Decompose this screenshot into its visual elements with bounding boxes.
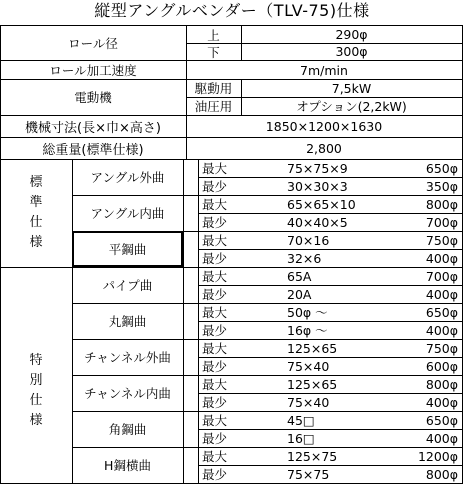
- motor-hydraulic-value: オプション(2,2kW): [296, 99, 407, 114]
- min-radius: 400φ: [425, 286, 458, 302]
- roll-upper-label: 上: [207, 27, 220, 43]
- dimensions-value: 1850×1200×1630: [265, 118, 383, 134]
- grid-line: [72, 339, 463, 340]
- motor-drive-label: 駆動用: [194, 81, 233, 96]
- grid-line: [0, 60, 463, 61]
- item-name: H鋼横曲: [104, 458, 151, 473]
- group-special-char: 別: [29, 372, 43, 388]
- max-label: 最大: [202, 197, 228, 212]
- item-name: チャンネル内曲: [84, 386, 171, 401]
- grid-line: [0, 137, 463, 138]
- min-size: 16φ ～: [287, 323, 328, 338]
- grid-line: [0, 25, 463, 26]
- grid-line: [0, 115, 463, 116]
- motor-label: 電動機: [74, 90, 112, 105]
- max-label: 最大: [202, 233, 228, 248]
- grid-line: [186, 43, 462, 44]
- group-special-char: 特: [29, 352, 43, 368]
- grid-line: [72, 267, 463, 268]
- motor-drive-value: 7,5kW: [331, 80, 372, 96]
- min-size: 30×30×3: [287, 178, 348, 194]
- min-label: 最少: [202, 251, 228, 266]
- grid-line: [198, 321, 462, 322]
- grid-line: [198, 465, 462, 466]
- min-radius: 400φ: [425, 430, 458, 446]
- min-radius: 400φ: [425, 394, 458, 410]
- max-size: 50φ ～: [287, 305, 328, 320]
- grid-line: [72, 411, 463, 412]
- group-standard-char: 仕: [29, 215, 43, 230]
- grid-line: [0, 267, 72, 268]
- max-radius: 750φ: [425, 232, 458, 248]
- grid-line: [72, 375, 463, 376]
- min-size: 75×40: [287, 394, 330, 410]
- group-special-label: [0, 267, 72, 484]
- grid-line: [186, 25, 187, 115]
- max-size: 45□: [287, 412, 315, 428]
- min-label: 最少: [202, 287, 228, 302]
- min-radius: 800φ: [425, 466, 458, 482]
- grid-line: [186, 115, 187, 159]
- max-size: 125×65: [287, 340, 338, 356]
- max-size: 65×65×10: [287, 196, 356, 212]
- max-label: 最大: [202, 269, 228, 284]
- roll-diameter-label: ロール径: [68, 36, 118, 51]
- max-radius: 650φ: [425, 412, 458, 428]
- grid-line: [198, 429, 462, 430]
- max-size: 125×65: [287, 376, 338, 392]
- max-label: 最大: [202, 161, 228, 176]
- max-radius: 650φ: [425, 160, 458, 176]
- max-radius: 700φ: [425, 268, 458, 284]
- grid-line: [198, 393, 462, 394]
- grid-line: [72, 195, 463, 196]
- grid-line: [72, 303, 463, 304]
- min-size: 40×40×5: [287, 214, 348, 230]
- max-radius: 800φ: [425, 196, 458, 212]
- grid-line: [198, 285, 462, 286]
- item-name: パイプ曲: [102, 278, 153, 293]
- weight-value: 2,800: [306, 140, 342, 156]
- grid-line: [198, 357, 462, 358]
- selection-handle[interactable]: [181, 265, 184, 268]
- max-label: 最大: [202, 413, 228, 428]
- grid-line: [198, 249, 462, 250]
- item-name: チャンネル外曲: [84, 350, 171, 365]
- group-standard-label: [0, 159, 72, 267]
- min-size: 20A: [287, 286, 312, 302]
- max-label: 最大: [202, 377, 228, 392]
- grid-line: [72, 159, 73, 484]
- page-title: 縦型アングルベンダー（TLV-75)仕様: [94, 1, 370, 20]
- max-size: 75×75×9: [287, 160, 348, 176]
- motor-hydraulic-label: 油圧用: [194, 99, 233, 114]
- group-special-char: 仕: [29, 392, 43, 408]
- item-name: 平鋼曲: [108, 242, 147, 257]
- min-label: 最少: [202, 179, 228, 194]
- roll-lower-value: 300φ: [335, 44, 368, 59]
- min-label: 最少: [202, 323, 228, 338]
- min-size: 16□: [287, 430, 315, 446]
- group-standard-char: 準: [29, 195, 43, 210]
- max-label: 最大: [202, 341, 228, 356]
- group-special-char: 様: [29, 412, 43, 428]
- max-radius: 750φ: [425, 340, 458, 356]
- grid-line: [186, 97, 462, 98]
- min-radius: 600φ: [425, 358, 458, 374]
- roll-lower-label: 下: [207, 44, 220, 60]
- item-name: 角鋼曲: [108, 422, 147, 437]
- item-name: 丸鋼曲: [108, 314, 147, 329]
- min-label: 最少: [202, 467, 228, 482]
- min-radius: 400φ: [425, 322, 458, 338]
- max-size: 125×75: [287, 448, 338, 464]
- grid-line: [198, 177, 462, 178]
- grid-line: [0, 79, 463, 80]
- grid-line: [0, 159, 463, 160]
- min-radius: 350φ: [425, 178, 458, 194]
- grid-line: [241, 25, 242, 60]
- min-label: 最少: [202, 431, 228, 446]
- max-radius: 1200φ: [417, 448, 458, 464]
- weight-label: 総重量(標準仕様): [42, 142, 144, 158]
- max-size: 65A: [287, 268, 312, 284]
- grid-line: [462, 25, 463, 484]
- min-size: 75×40: [287, 358, 330, 374]
- max-radius: 650φ: [425, 304, 458, 320]
- item-name: アングル内曲: [90, 206, 165, 221]
- item-name: アングル外曲: [90, 170, 165, 185]
- grid-line: [198, 213, 462, 214]
- group-standard-char: 標: [29, 175, 43, 190]
- group-standard-char: 様: [29, 235, 43, 250]
- roll-upper-value: 290φ: [335, 27, 368, 42]
- min-size: 75×75: [287, 466, 330, 482]
- min-radius: 700φ: [425, 214, 458, 230]
- max-radius: 800φ: [425, 376, 458, 392]
- grid-line: [241, 79, 242, 115]
- grid-line: [72, 447, 463, 448]
- selected-cell-border: [72, 231, 183, 267]
- max-label: 最大: [202, 449, 228, 464]
- min-label: 最少: [202, 215, 228, 230]
- roll-speed-value: 7m/min: [300, 62, 348, 78]
- grid-line: [183, 159, 184, 484]
- max-size: 70×16: [287, 232, 330, 248]
- roll-speed-label: ロール加工速度: [49, 63, 137, 78]
- max-label: 最大: [202, 305, 228, 320]
- min-radius: 400φ: [425, 250, 458, 266]
- min-size: 32×6: [287, 250, 322, 266]
- grid-line: [0, 25, 1, 484]
- min-label: 最少: [202, 359, 228, 374]
- min-label: 最少: [202, 395, 228, 410]
- dimensions-label: 機械寸法(長×巾×高さ): [25, 120, 161, 136]
